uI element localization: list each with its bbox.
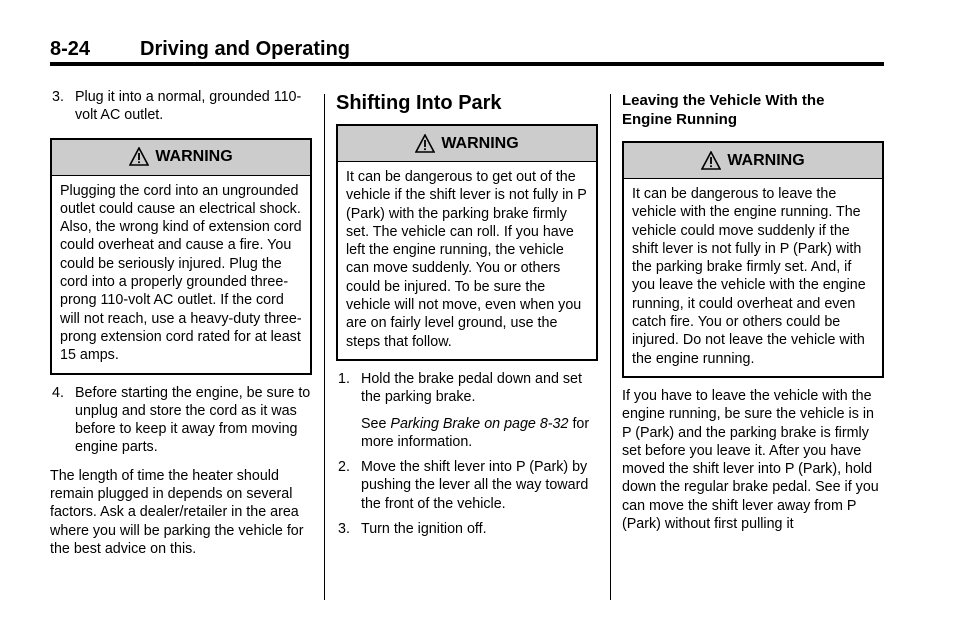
list-number: 3. bbox=[338, 521, 350, 538]
column-1 bbox=[50, 88, 312, 558]
list-text: Before starting the engine, be sure to unplug and store the cord as it was before to keep it away from moving engine parts. bbox=[75, 384, 311, 456]
page-number: 8-24 bbox=[50, 38, 91, 60]
list-text: Move the shift lever into P (Park) by pushing the lever all the way toward the front of the vehicle. bbox=[361, 459, 589, 512]
warning-label: WARNING bbox=[441, 134, 519, 152]
column-divider bbox=[610, 94, 611, 600]
warning-header bbox=[52, 140, 310, 176]
subsection-heading: Leaving the Vehicle With the Engine Running bbox=[622, 92, 825, 128]
list-item bbox=[50, 88, 312, 125]
warning-header bbox=[624, 143, 882, 179]
warning-text: Plugging the cord into an ungrounded outlet could cause an electrical shock. Also, the wrong kind of extension cord could overheat and cause a fire. You could be seriously injured. Plug the cord into a properly grounded three-prong 110-volt AC outlet. If the cord will not reach, use a heavy-duty three-prong extension cord rated for at least 15 amps. bbox=[60, 182, 302, 364]
list-item bbox=[336, 458, 598, 513]
section-title: Driving and Operating bbox=[140, 38, 351, 60]
list-text: Plug it into a normal, grounded 110-volt AC outlet. bbox=[75, 89, 302, 124]
warning-label: WARNING bbox=[155, 148, 233, 166]
body-paragraph: If you have to leave the vehicle with the engine running, be sure the vehicle is in P (Park) and the parking brake is firmly set before you leave it. After you have moved the shift lever into P (Park), hold down the regular brake pedal. See if you can move the shift lever away from P (Park) without first pulling it bbox=[622, 387, 879, 533]
see-suffix: for more information. bbox=[361, 415, 590, 450]
list-number: 3. bbox=[52, 89, 64, 105]
column-3 bbox=[622, 91, 884, 533]
cross-reference-link[interactable]: Parking Brake on page 8-32 bbox=[390, 415, 569, 432]
section-heading: Shifting Into Park bbox=[336, 92, 502, 114]
body-paragraph: The length of time the heater should remain plugged in depends on several factors. Ask a dealer/retailer in the area where you will be parking the vehicle for the best advice on this. bbox=[50, 467, 304, 557]
header-rule bbox=[50, 62, 884, 66]
list-item bbox=[336, 520, 598, 538]
warning-box bbox=[336, 124, 598, 361]
column-divider bbox=[324, 94, 325, 600]
list-item bbox=[50, 384, 312, 457]
list-item bbox=[336, 370, 598, 407]
see-reference bbox=[336, 415, 598, 452]
warning-text: It can be dangerous to leave the vehicle with the engine running. The vehicle could move suddenly if the shift lever is not fully in P (Park) with the parking brake firmly set. And, if you leave the vehicle with the engine running, it could overheat and even catch fire. You or others could be injured. Do not leave the vehicle with the engine running. bbox=[632, 186, 866, 367]
warning-triangle-icon bbox=[129, 147, 149, 167]
warning-box bbox=[622, 141, 884, 378]
warning-triangle-icon bbox=[701, 151, 721, 171]
list-number: 4. bbox=[52, 384, 64, 401]
column-2 bbox=[336, 90, 598, 538]
list-text: Hold the brake pedal down and set the parking brake. bbox=[361, 370, 582, 406]
see-prefix: See bbox=[361, 415, 391, 432]
warning-triangle-icon bbox=[415, 134, 435, 154]
warning-text: It can be dangerous to get out of the vehicle if the shift lever is not fully in P (Park) with the parking brake firmly set. The vehicle can roll. If you have left the engine running, the vehicle can move suddenly. You or others could be injured. To be sure the vehicle will not move, even when you are on fairly level ground, use the steps that follow. bbox=[346, 169, 587, 350]
warning-header bbox=[338, 126, 596, 162]
warning-box bbox=[50, 138, 312, 375]
page-header bbox=[50, 38, 884, 65]
warning-label: WARNING bbox=[727, 151, 805, 169]
list-number: 2. bbox=[338, 459, 350, 476]
list-text: Turn the ignition off. bbox=[361, 521, 487, 538]
list-number: 1. bbox=[338, 370, 350, 387]
